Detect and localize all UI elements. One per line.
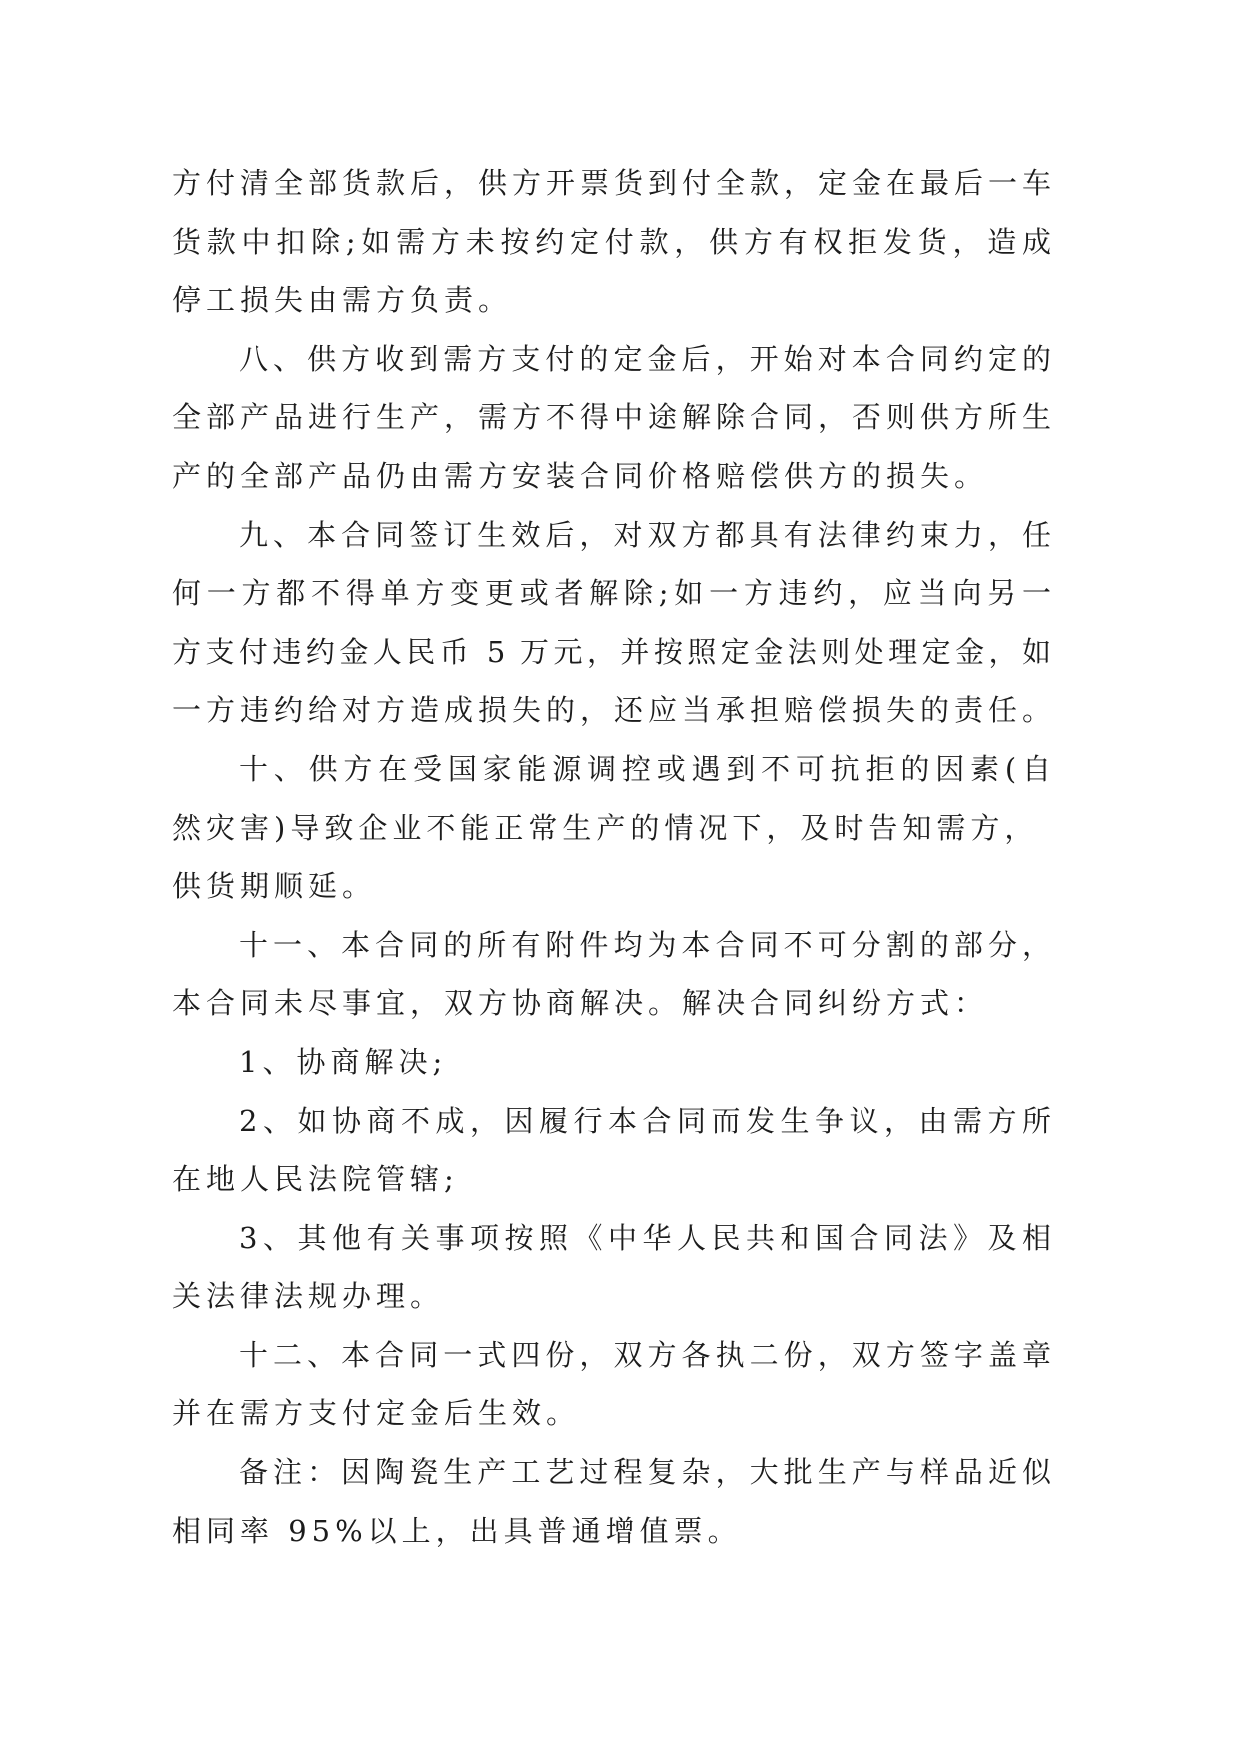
text-line: 货款中扣除;如需方未按约定付款，供方有权拒发货，造成 <box>172 224 1052 259</box>
text-line: 1、协商解决; <box>239 1044 448 1079</box>
text-line: 十二、本合同一式四份，双方各执二份，双方签字盖章 <box>239 1337 1052 1372</box>
text-line: 关法律法规办理。 <box>172 1279 445 1314</box>
clause-eight <box>172 330 1052 506</box>
clause-nine <box>172 506 1052 740</box>
dispute-item-1 <box>172 1033 1052 1092</box>
clause-eleven <box>172 916 1052 1033</box>
clause-twelve <box>172 1326 1052 1443</box>
text-line: 本合同未尽事宜，双方协商解决。解决合同纠纷方式： <box>172 986 989 1021</box>
text-line: 在地人民法院管辖; <box>172 1162 459 1197</box>
text-line: 然灾害)导致企业不能正常生产的情况下，及时告知需方， <box>172 810 1039 845</box>
dispute-item-3 <box>172 1209 1052 1326</box>
clause-ten <box>172 740 1052 916</box>
text-line: 九、本合同签订生效后，对双方都具有法律约束力，任 <box>239 517 1052 552</box>
text-line: 停工损失由需方负责。 <box>172 283 513 318</box>
text-line: 2、如协商不成，因履行本合同而发生争议，由需方所 <box>239 1103 1052 1138</box>
text-line: 方支付违约金人民币 5 万元，并按照定金法则处理定金，如 <box>172 634 1052 669</box>
text-line: 相同率 95%以上，出具普通增值票。 <box>172 1513 742 1548</box>
contract-body <box>172 154 1052 1560</box>
text-line: 方付清全部货款后，供方开票货到付全款，定金在最后一车 <box>172 166 1052 200</box>
text-line: 备注：因陶瓷生产工艺过程复杂，大批生产与样品近似 <box>239 1455 1052 1490</box>
paragraph-payment-continuation <box>172 154 1052 330</box>
text-line: 八、供方收到需方支付的定金后，开始对本合同约定的 <box>239 341 1052 376</box>
text-line: 并在需方支付定金后生效。 <box>172 1396 581 1431</box>
text-line: 供货期顺延。 <box>172 869 377 904</box>
text-line: 一方违约给对方造成损失的，还应当承担赔偿损失的责任。 <box>172 693 1052 728</box>
text-line: 何一方都不得单方变更或者解除;如一方违约，应当向另一 <box>172 576 1052 611</box>
remark-note <box>172 1443 1052 1560</box>
text-line: 十、供方在受国家能源调控或遇到不可抗拒的因素(自 <box>239 751 1052 786</box>
text-line: 产的全部产品仍由需方安装合同价格赔偿供方的损失。 <box>172 458 989 493</box>
text-line: 全部产品进行生产，需方不得中途解除合同，否则供方所生 <box>172 400 1052 435</box>
dispute-item-2 <box>172 1092 1052 1209</box>
text-line: 3、其他有关事项按照《中华人民共和国合同法》及相 <box>239 1220 1052 1255</box>
text-line: 十一、本合同的所有附件均为本合同不可分割的部分， <box>239 927 1052 962</box>
